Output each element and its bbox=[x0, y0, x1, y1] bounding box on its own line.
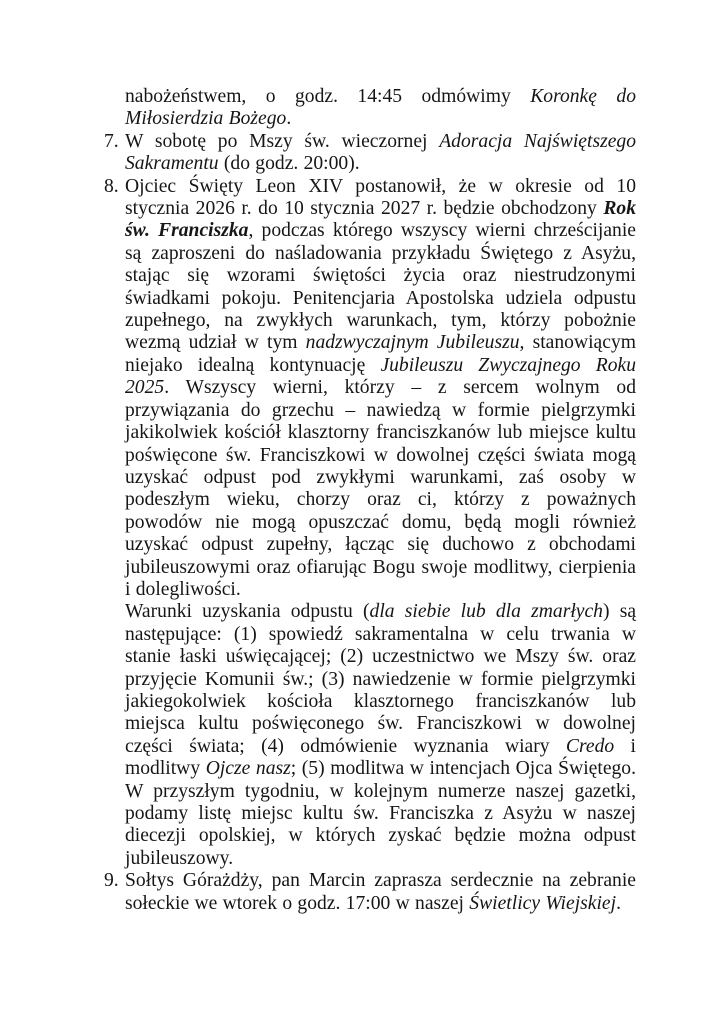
text-run: nabożeństwem, o godz. 14:45 odmówimy bbox=[125, 86, 531, 107]
list-item-number: 8. bbox=[104, 175, 119, 197]
paragraph bbox=[125, 86, 636, 131]
text-run: Sołtys Górażdży, pan Marcin zaprasza serdecznie na zebranie sołeckie we wtorek o godz. 17:00 w naszej bbox=[125, 870, 636, 914]
text-run: Rok św. Franciszka bbox=[125, 198, 636, 242]
list-item-number: 9. bbox=[104, 870, 119, 892]
text-run: Ojciec Święty Leon XIV postanowił, że w okresie od 10 stycznia 2026 r. do 10 stycznia 2027 r. będzie obchodzony bbox=[125, 175, 636, 220]
text-run: Koronkę do Miłosierdzia Bożego bbox=[125, 86, 636, 130]
text-run: . bbox=[616, 892, 621, 914]
paragraph bbox=[125, 601, 636, 870]
text-run: , podczas którego wszyscy wierni chrześcijanie są zaproszeni do naśladowania przykładu Świętego z Asyżu, stając się wzorami świętości życia oraz niestrudzonymi świadkami pokoju. Penitencjaria Apostolska udziela odpustu zupełnego, na zwykłych warunkach, tym, którzy pobożnie wezmą udział w tym bbox=[125, 220, 636, 354]
text-run: dla siebie lub dla zmarłych bbox=[369, 601, 603, 623]
text-run: ) są następujące: (1) spowiedź sakramentalna w celu trwania w stanie łaski uświęcającej; (2) uczestnictwo we Mszy św. oraz przyjęcie Komunii św.; (3) nawiedzenie w formie pielgrzymki jakiegokolwiek kościoła klasztornego franciszkanów lub miejsca kultu poświęconego św. Franciszkowi w dowolnej części świata; (4) odmówienie wyznania wiary bbox=[125, 601, 637, 757]
text-run: Credo bbox=[565, 735, 615, 757]
list-item bbox=[104, 870, 636, 915]
text-run: . Wszyscy wierni, którzy – z sercem wolnym od przywiązania do grzechu – nawiedzą w formie pielgrzymki jakikolwiek kościół klasztorny franciszkanów lub miejsce kultu poświęcone św. Franciszkowi w dowolnej części świata mogą uzyskać odpust pod zwykłymi warunkami, zaś osoby w podeszłym wieku, chorzy oraz ci, którzy z poważnych powodów nie mogą opuszczać domu, będą mogli również uzyskać odpust zupełny, łącząc się duchowo z obchodami jubileuszowymi oraz ofiarując Bogu swoje modlitwy, cierpienia i dolegliwości. bbox=[125, 377, 636, 600]
text-run: Adoracja Najświętszego Sakramentu bbox=[125, 130, 636, 175]
text-run: i modlitwy bbox=[125, 735, 636, 780]
text-run: Warunki uzyskania odpustu ( bbox=[125, 601, 370, 623]
text-run: nadzwyczajnym Jubileuszu, bbox=[305, 332, 525, 354]
list-item bbox=[104, 175, 637, 602]
bulletin-text-block bbox=[104, 86, 637, 915]
text-run: W sobotę po Mszy św. wieczornej bbox=[125, 130, 440, 152]
list-item-number: 7. bbox=[104, 130, 119, 152]
list-item bbox=[104, 130, 636, 176]
text-run: ; (5) modlitwa w intencjach Ojca Świętego. W przyszłym tygodniu, w kolejnym numerze naszej gazetki, podamy listę miejsc kultu św. Franciszka z Asyżu w naszej diecezji opolskiej, w których zyskać będzie można odpust jubileuszowy. bbox=[125, 758, 637, 869]
text-run: stanowiącym niejako idealną kontynuację bbox=[125, 332, 636, 376]
text-run: Ojcze nasz bbox=[205, 758, 291, 780]
text-run: Świetlicy Wiejskiej bbox=[469, 892, 617, 914]
text-run: . bbox=[286, 108, 292, 130]
text-run: (do godz. 20:00). bbox=[218, 153, 360, 175]
text-run: Jubileuszu Zwyczajnego Roku 2025 bbox=[125, 354, 637, 399]
